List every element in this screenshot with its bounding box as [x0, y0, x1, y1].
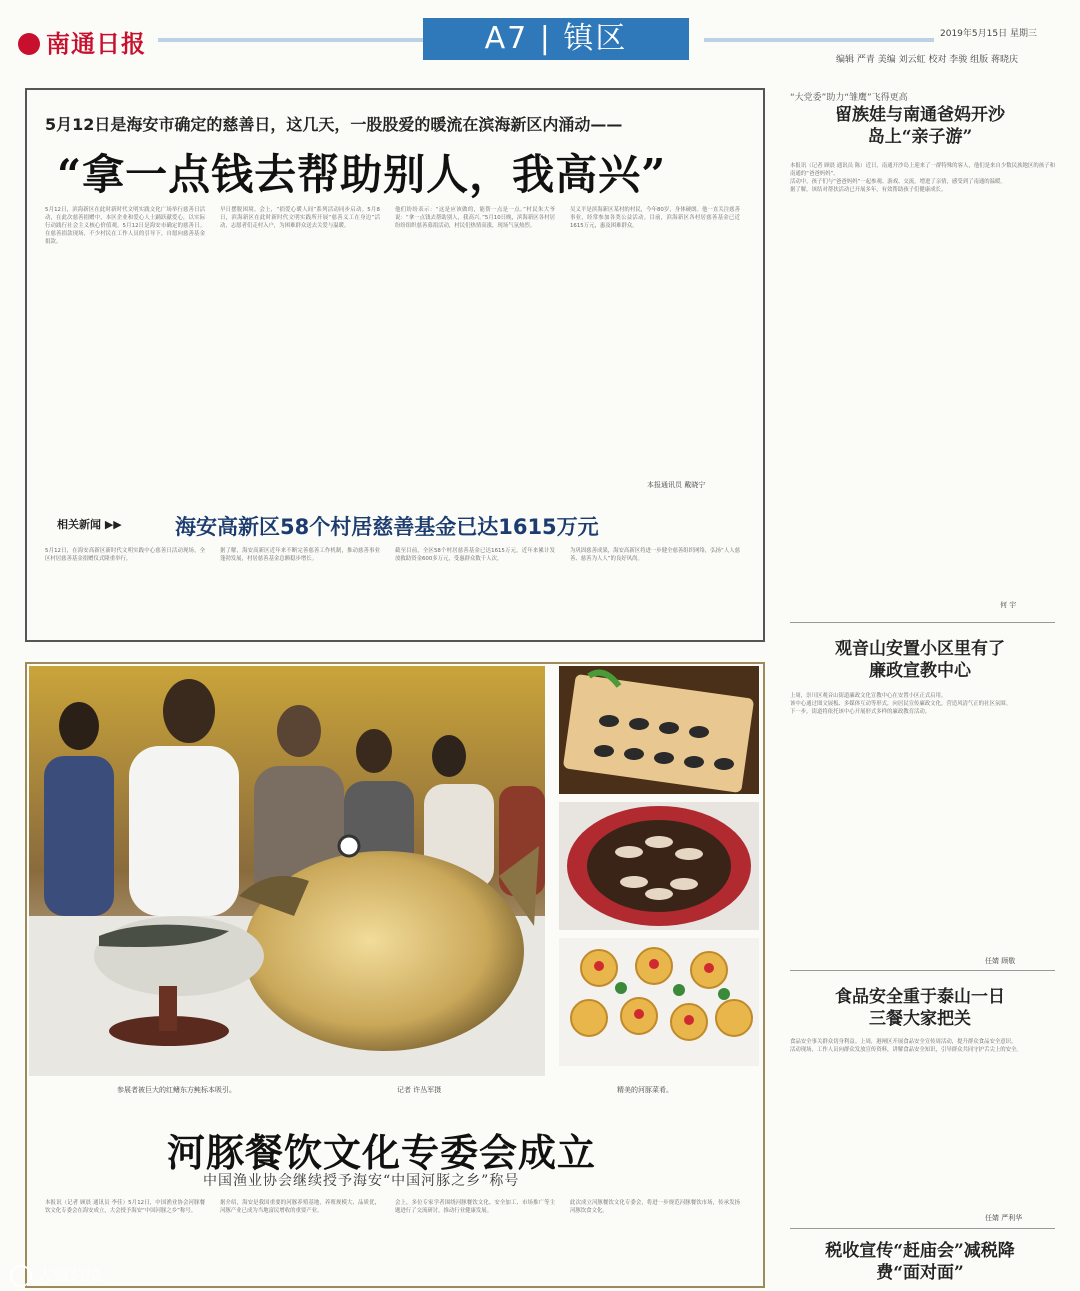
story-paragraph: 下一步，街道将依托该中心开展形式多样的廉政教育活动。	[790, 709, 931, 715]
feature-story-box	[25, 662, 765, 1288]
story-paragraph: 据了解，该结对帮扶活动已开展多年，有效帮助孩子们健康成长。	[790, 187, 947, 193]
sidebar	[780, 88, 1065, 1288]
feature-column-2	[220, 1199, 380, 1279]
sidebar-byline-2: 任婧 顾敬	[985, 957, 1016, 965]
related-news-label	[57, 516, 122, 532]
story-paragraph: 本报讯（记者 顾晨 通讯员 陈）近日，南通开沙岛上迎来了一群特殊的客人，他们是来自少数民族地区的孩子和南通的“爸爸妈妈”。	[790, 163, 1055, 177]
story-paragraph: 活动中，孩子们与“爸爸妈妈”一起参观、游戏、交流，增进了亲情，感受到了南通的温暖。	[790, 179, 1006, 185]
pufferfish-exhibit-photo	[29, 666, 545, 1076]
sidebar-headline-2: 观音山安置小区里有了廉政宣教中心	[835, 639, 1005, 681]
section-tab: A7 | 镇区	[423, 18, 689, 60]
masthead-rule-left	[158, 38, 423, 42]
story-paragraph: 吴义平是滨海新区某村的村民，今年80岁，身体硬朗。他一直关注慈善事业，经常参加各类公益活动。目前，滨海新区各村居慈善基金已近1615万元，惠及困难群众。	[570, 207, 740, 229]
divider	[790, 970, 1055, 971]
photo-caption-side: 精美的河豚菜肴。	[617, 1086, 673, 1094]
logo-icon	[18, 33, 40, 55]
editor-credits: 编辑 严青 美编 刘云虹 校对 李骏 组版 蒋晓庆	[836, 55, 1019, 65]
story-paragraph: 5月12日，在海安高新区新时代文明实践中心慈善日活动现场，全区村居慈善基金捐赠仪式隆重举行。	[45, 548, 205, 562]
story-paragraph: 截至目前，全区58个村居慈善基金已达1615万元，近年来累计发放救助资金600多万元，受惠群众数千人次。	[395, 548, 555, 562]
story-column-4	[570, 206, 740, 546]
story-paragraph: 据介绍，海安是我国重要的河豚养殖基地，养殖规模大、品质优，河豚产业已成为当地富民增收的重要产业。	[220, 1200, 380, 1214]
arrow-right-icon: ▶▶	[104, 518, 122, 531]
story-paragraph: 据了解，海安高新区近年来不断完善慈善工作机制，推动慈善事业蓬勃发展，村居慈善基金总额稳步增长。	[220, 548, 380, 562]
story-paragraph: 本报讯（记者 顾晨 通讯员 李佳）5月12日，中国渔业协会河豚餐饮文化专委会在海安成立，大会授予海安“中国河豚之乡”称号。	[45, 1200, 205, 1214]
divider	[790, 622, 1055, 623]
dish-photo-3	[559, 938, 759, 1066]
sidebar-byline-1: 何 宇	[1000, 601, 1017, 609]
main-story-box	[25, 88, 765, 642]
photo-credit: 记者 许丛军摄	[397, 1086, 442, 1094]
story-paragraph: 他们纷纷表示：“这是应该做的，能帮一点是一点。”村民朱大爷说：“拿一点钱去帮助别人，我高兴。”5月10日晚，滨海新区各村居纷纷组织慈善募捐活动，村民们热情高涨，现场气氛热烈。	[395, 207, 555, 229]
story-headline: “拿一点钱去帮助别人，我高兴”	[57, 150, 667, 199]
story-paragraph: 5月12日，滨海新区在此时新时代文明实践文化广场举行慈善日活动，在此次慈善捐赠中，本区企业和爱心人士踊跃献爱心，以实际行动践行社会主义核心价值观。5月12日是海安市确定的慈善日。在慈善捐款现场，不少村民在工作人员的引导下，自愿向慈善基金捐款。	[45, 207, 205, 245]
watermark	[10, 1262, 101, 1287]
feature-headline: 河豚餐饮文化专委会成立	[167, 1130, 597, 1175]
watermark-logo-icon	[10, 1265, 32, 1287]
watermark-text: 大数跨境	[37, 1265, 102, 1284]
sidebar-byline-3: 任婧 严利华	[985, 1214, 1023, 1222]
dish-photo-2	[559, 802, 759, 930]
feature-subhead: 中国渔业协会继续授予海安“中国河豚之乡”称号	[203, 1173, 520, 1189]
story-paragraph: 早日摆脱困境。会上，“捐爱心暖人间”系列活动同步启动。5月8日，滨海新区在此时新时代文明实践所开展“慈善义工在身边”活动，志愿者们走村入户，为困难群众送去关爱与温暖。	[220, 207, 380, 229]
related-news-text: 相关新闻	[57, 518, 101, 531]
issue-date: 2019年5月15日 星期三	[940, 29, 1037, 39]
related-column-4	[570, 547, 740, 625]
sidebar-story-3-body	[790, 1038, 1055, 1208]
divider	[790, 1228, 1055, 1229]
related-column-2	[220, 547, 380, 625]
sidebar-kicker: “大党委”助力“雏鹰”飞得更高	[790, 93, 908, 103]
story-paragraph: 该中心通过图文展板、多媒体互动等形式，向居民宣传廉政文化，营造风清气正的社区氛围。	[790, 701, 1012, 707]
related-subhead: 海安高新区58个村居慈善基金已达1615万元	[175, 515, 599, 539]
story-paragraph: 为巩固慈善成果，海安高新区将进一步健全慈善组织网络，弘扬“人人慈善、慈善为人人”的良好风尚。	[570, 548, 740, 562]
sidebar-headline-4: 税收宣传“赶庙会”减税降费“面对面”	[825, 1241, 1015, 1283]
story-paragraph: 食品安全事关群众切身利益。上周，港闸区开展食品安全宣传周活动，提升群众食品安全意识。	[790, 1039, 1017, 1045]
sidebar-headline-3: 食品安全重于泰山一日三餐大家把关	[835, 987, 1005, 1029]
related-column-3	[395, 547, 555, 625]
story-paragraph: 活动现场，工作人员向群众发放宣传资料，讲解食品安全知识，引导群众共同守护舌尖上的安全。	[790, 1047, 1022, 1053]
related-column-1	[45, 547, 205, 625]
story-byline: 本报通讯员 戴晓宁	[647, 481, 706, 489]
sidebar-story-2-body	[790, 692, 1055, 952]
dish-photo-1	[559, 666, 759, 794]
photo-caption-main: 参展者被巨大的红鳍东方鲀标本吸引。	[117, 1086, 236, 1094]
story-lead: 5月12日是海安市确定的慈善日，这几天，一股股爱的暖流在滨海新区内涌动——	[45, 115, 623, 134]
feature-column-4	[570, 1199, 740, 1279]
story-paragraph: 此次成立河豚餐饮文化专委会，将进一步规范河豚餐饮市场，传承发扬河豚饮食文化。	[570, 1200, 740, 1214]
logo-text: 南通日报	[46, 29, 146, 58]
feature-column-3	[395, 1199, 555, 1279]
masthead-rule-right	[704, 38, 934, 42]
story-paragraph: 上周，崇川区观音山街道廉政文化宣教中心在安置小区正式启用。	[790, 693, 947, 699]
masthead	[18, 18, 1068, 68]
sidebar-headline-1: 留族娃与南通爸妈开沙岛上“亲子游”	[835, 105, 1005, 147]
story-paragraph: 会上，多位专家学者围绕河豚餐饮文化、安全加工、市场推广等主题进行了交流研讨，推动行业健康发展。	[395, 1200, 555, 1214]
newspaper-logo	[18, 24, 146, 59]
